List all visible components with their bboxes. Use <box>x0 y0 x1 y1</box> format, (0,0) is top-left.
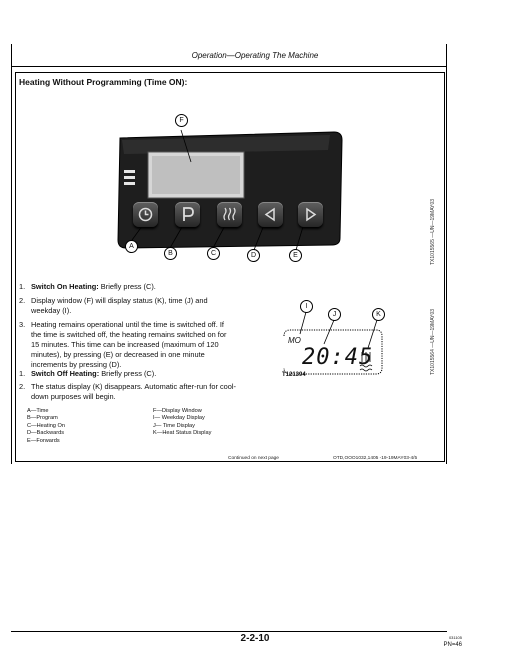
legend-right: F—Display Window I— Weekday Display J— Time Display K—Heat Status Display <box>153 408 212 437</box>
callout-c: C <box>207 247 220 260</box>
callout-j: J <box>328 308 341 321</box>
section-title: Heating Without Programming (Time ON): <box>19 77 188 87</box>
legend-left: A—Time B—Program C—Heating On D—Backwards E—Forwards <box>27 408 65 444</box>
left-border <box>11 44 12 464</box>
page-header-title: Operation—Operating The Machine <box>191 51 319 60</box>
heating-on-button[interactable] <box>217 202 242 227</box>
header-rule <box>11 66 447 67</box>
continued-note: Continued on next page <box>228 456 279 461</box>
callout-e: E <box>289 249 302 262</box>
control-unit-figure <box>90 110 360 275</box>
callout-i: I <box>300 300 313 313</box>
device-figure-side-code: TX1015565 —UN—19MAY03 <box>430 198 436 265</box>
time-display: 20:45 <box>302 345 374 370</box>
p-icon <box>175 202 200 227</box>
callout-f: F <box>175 114 188 127</box>
callout-b: B <box>164 247 177 260</box>
forwards-button[interactable] <box>298 202 323 227</box>
weekday-display: MO <box>288 336 301 345</box>
right-triangle-icon <box>298 202 323 227</box>
page-pn-code: PN=46 <box>443 642 462 648</box>
document-code: OTD,OOO1032,1405 -19-19MAY03-4/5 <box>333 456 418 461</box>
callout-k: K <box>372 308 385 321</box>
heat-waves-icon <box>217 202 242 227</box>
program-button[interactable] <box>175 202 200 227</box>
page-number: 2-2-10 <box>240 633 270 644</box>
backwards-button[interactable] <box>258 202 283 227</box>
right-border <box>446 44 447 464</box>
display-figure-id: T121394 <box>282 372 306 378</box>
footer-rule <box>11 631 447 632</box>
time-button[interactable] <box>133 202 158 227</box>
clock-icon <box>133 202 158 227</box>
callout-d: D <box>247 249 260 262</box>
left-triangle-icon <box>258 202 283 227</box>
display-figure-side-code: TX1015564 —UN—19MAY03 <box>430 308 436 375</box>
page-date-code: 031105 <box>448 635 462 640</box>
brand-logo-icon <box>124 170 135 185</box>
callout-a: A <box>125 240 138 253</box>
